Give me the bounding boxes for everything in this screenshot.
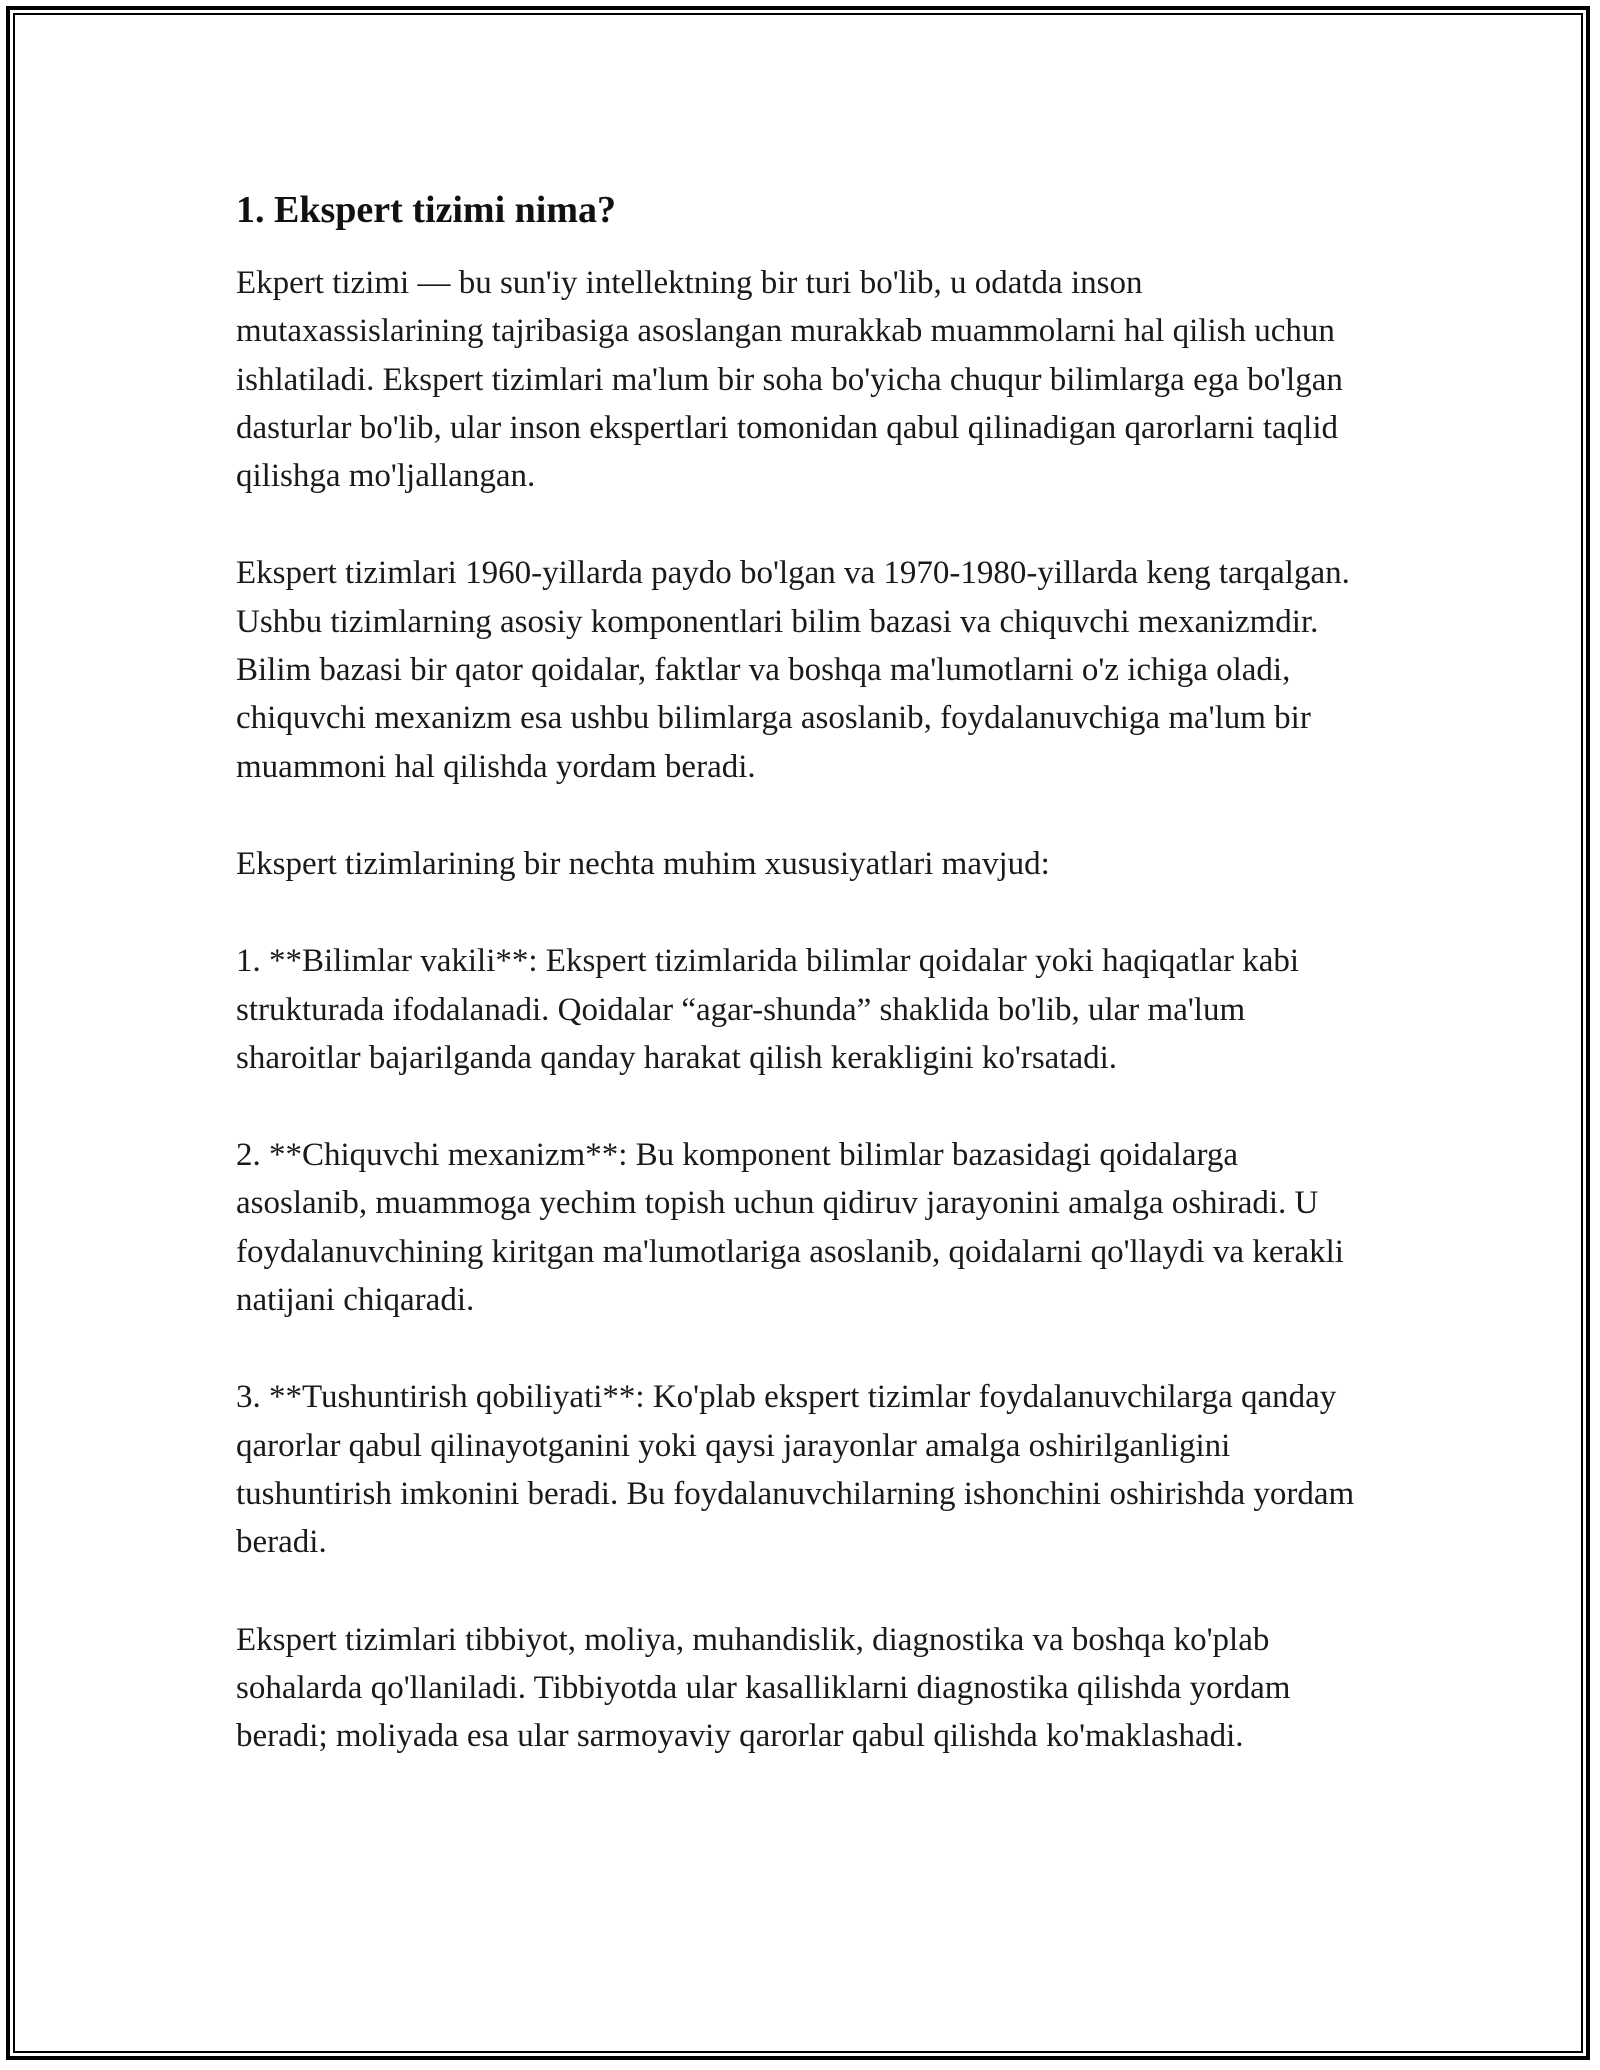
- list-item-inference-engine: 2. **Chiquvchi mexanizm**: Bu komponent bilimlar bazasidagi qoidalarga asoslanib, muammoga yechim topish uchun qidiruv jarayonini amalga oshiradi. U foydalanuvchining kiritgan ma'lumotlariga asoslanib, qoidalarni qo'llaydi va kerakli natijani chiqaradi.: [236, 1137, 1344, 1319]
- paragraph-intro: Ekpert tizimi — bu sun'iy intellektning bir turi bo'lib, u odatda inson mutaxassislarining tajribasiga asoslangan murakkab muammolarni hal qilish uchun ishlatiladi. Ekspert tizimlari ma'lum bir soha bo'yicha chuqur bilimlarga ega bo'lgan dasturlar bo'lib, ular inson ekspertlari tomonidan qabul qilinadigan qarorlarni taqlid qilishga mo'ljallangan.: [236, 265, 1343, 495]
- list-item-knowledge-representation: 1. **Bilimlar vakili**: Ekspert tizimlarida bilimlar qoidalar yoki haqiqatlar kabi strukturada ifodalanadi. Qoidalar “agar-shunda” shaklida bo'lib, ular ma'lum sharoitlar bajarilganda qanday harakat qilish kerakligini ko'rsatadi.: [236, 943, 1300, 1076]
- document-title: 1. Ekspert tizimi nima?: [236, 189, 616, 231]
- document-body: [236, 186, 1366, 1809]
- list-item-explanation-ability: 3. **Tushuntirish qobiliyati**: Ko'plab ekspert tizimlar foydalanuvchilarga qanday qarorlar qabul qilinayotganini yoki qaysi jarayonlar amalga oshirilganligini tushuntirish imkonini beradi. Bu foydalanuvchilarning ishonchini oshirishda yordam beradi.: [236, 1379, 1355, 1561]
- paragraph-features-intro: Ekspert tizimlarining bir nechta muhim xususiyatlari mavjud:: [236, 845, 1050, 882]
- paragraph-history: Ekspert tizimlari 1960-yillarda paydo bo'lgan va 1970-1980-yillarda keng tarqalgan. Ushbu tizimlarning asosiy komponentlari bilim bazasi va chiquvchi mexanizmdir. Bilim bazasi bir qator qoidalar, faktlar va boshqa ma'lumotlarni o'z ichiga oladi, chiquvchi mexanizm esa ushbu bilimlarga asoslanib, foydalanuvchiga ma'lum bir muammoni hal qilishda yordam beradi.: [236, 555, 1350, 785]
- paragraph-applications: Ekspert tizimlari tibbiyot, moliya, muhandislik, diagnostika va boshqa ko'plab sohalarda qo'llaniladi. Tibbiyotda ular kasalliklarni diagnostika qilishda yordam beradi; moliyada esa ular sarmoyaviy qarorlar qabul qilishda ko'maklashadi.: [236, 1621, 1291, 1755]
